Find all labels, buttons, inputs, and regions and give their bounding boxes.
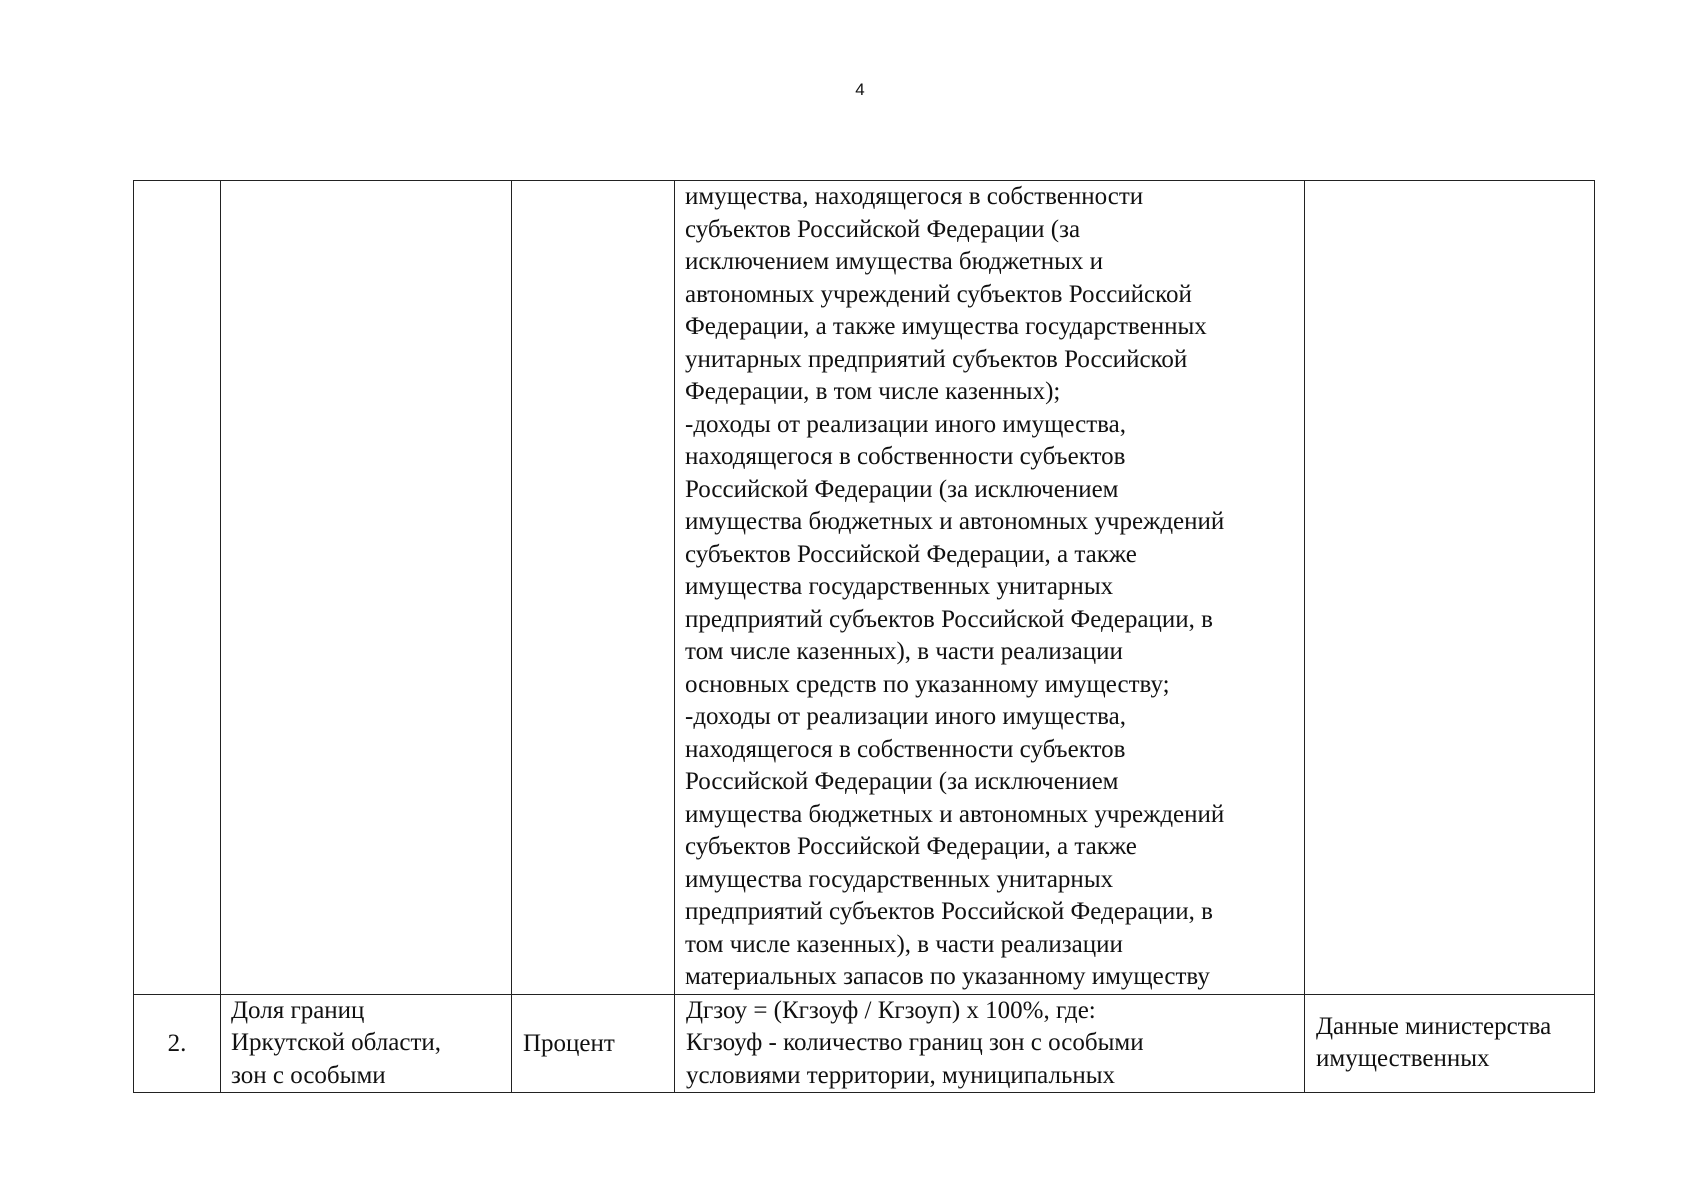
description: Дгзоу = (Кгзоуф / Кгзоуп) х 100%, где: Кгзоуф - количество границ зон с особыми условиями территории, муниципальных (686, 996, 1144, 1089)
source-cell (1305, 181, 1595, 995)
indicators-table (133, 180, 1595, 1093)
table-row (134, 994, 1595, 1093)
source: Данные министерства имущественных (1316, 1012, 1552, 1072)
indicator-name-cell (221, 181, 512, 995)
row-number: 2. (167, 1029, 187, 1057)
indicator-name: Доля границ Иркутской области, зон с особыми (231, 996, 441, 1089)
description-cell (675, 181, 1305, 995)
description: имущества, находящегося в собственности субъектов Российской Федерации (за исключением имущества бюджетных и автономных учреждений субъектов Российской Федерации, а также имущества государственных унитарных предприятий субъектов Российской Федерации, в том числе казенных); -доходы от реализации иного имущества, находящегося в собственности субъектов Российской Федерации (за исключением имущества бюджетных и автономных учреждений субъектов Российской Федерации, а также имущества государственных унитарных предприятий субъектов Российской Федерации, в том числе казенных), в части реализации основных средств по указанному имуществу; -доходы от реализации иного имущества, находящегося в собственности субъектов Российской Федерации (за исключением имущества бюджетных и автономных учреждений субъектов Российской Федерации, а также имущества государственных унитарных предприятий субъектов Российской Федерации, в том числе казенных), в части реализации материальных запасов по указанному имуществу (685, 183, 1225, 990)
unit-cell (512, 994, 675, 1093)
indicator-name-cell (221, 994, 512, 1093)
row-number-cell (134, 994, 221, 1093)
description-cell (675, 994, 1305, 1093)
row-number-cell (134, 181, 221, 995)
unit: Процент (523, 1029, 615, 1057)
table-row (134, 181, 1595, 995)
source-cell (1305, 994, 1595, 1093)
unit-cell (512, 181, 675, 995)
page-number: 4 (855, 80, 865, 99)
